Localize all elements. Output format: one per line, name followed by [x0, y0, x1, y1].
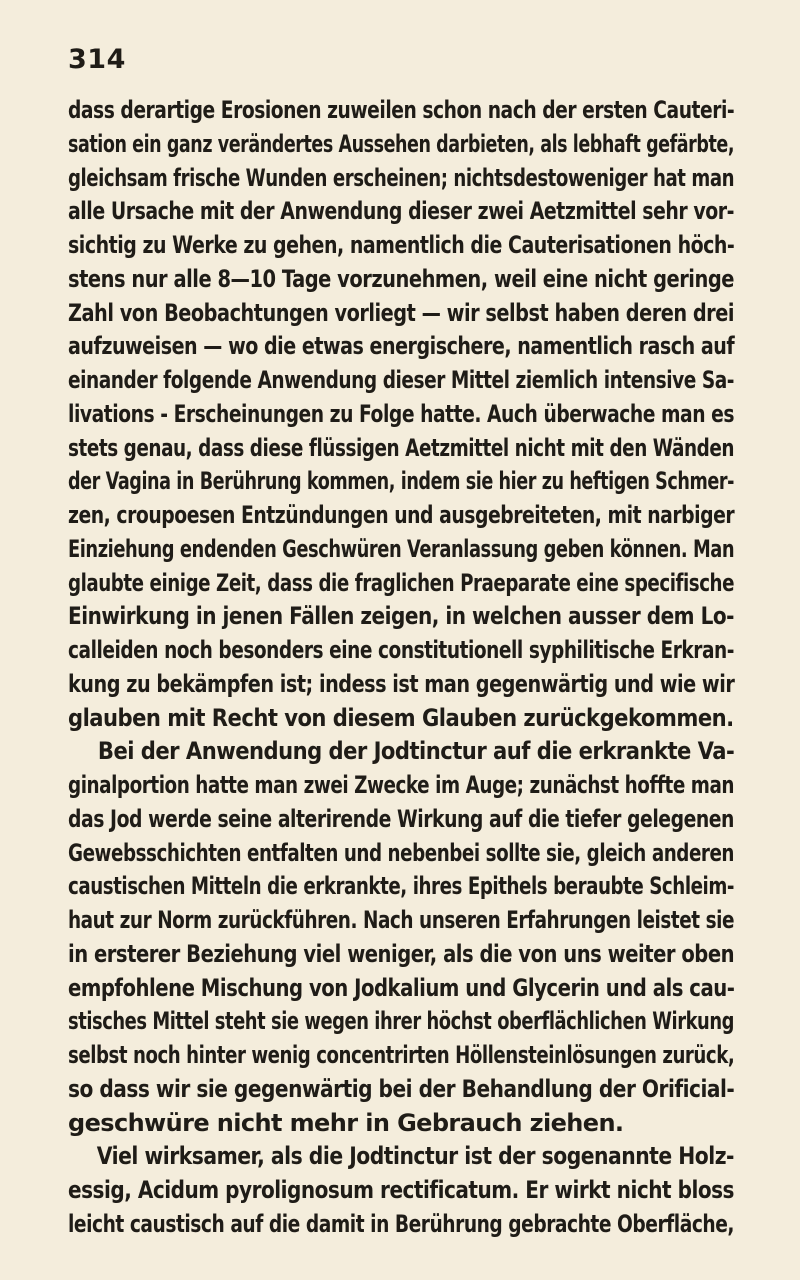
text-line: der Vagina in Berührung kommen, indem sie hier zu heftigen Schmer-	[68, 467, 735, 496]
text-line: alle Ursache mit der Anwendung dieser zwei Aetzmittel sehr vor-	[68, 197, 735, 226]
text-line: Einwirkung in jenen Fällen zeigen, in welchen ausser dem Lo-	[68, 602, 734, 631]
text-line: selbst noch hinter wenig concentrirten Höllensteinlösungen zurück,	[68, 1041, 735, 1069]
text-line: sichtig zu Werke zu gehen, namentlich die Cauterisationen höch-	[68, 231, 735, 259]
text-line: das Jod werde seine alterirende Wirkung auf die tiefer gelegenen	[68, 804, 734, 833]
text-line: Bei der Anwendung der Jodtinctur auf die erkrankte Va-	[97, 737, 735, 766]
text-line: in ersterer Beziehung viel weniger, als die von uns weiter oben	[68, 939, 735, 968]
text-line: stisches Mittel steht sie wegen ihrer höchst oberflächlichen Wirkung	[68, 1007, 734, 1036]
text-line: leicht caustisch auf die damit in Berührung gebrachte Oberfläche,	[68, 1209, 734, 1238]
text-line: dass derartige Erosionen zuweilen schon nach der ersten Cauteri-	[68, 96, 735, 124]
text-line: gleichsam frische Wunden erscheinen; nichtsdestoweniger hat man	[68, 163, 735, 192]
text-line: glaubte einige Zeit, dass die fraglichen Praeparate eine specifische	[68, 568, 735, 597]
text-line: einander folgende Anwendung dieser Mittel ziemlich intensive Sa-	[68, 366, 735, 394]
text-line: Viel wirksamer, als die Jodtinctur ist der sogenannte Holz-	[96, 1142, 734, 1171]
text-line: calleiden noch besonders eine constitutionell syphilitische Erkran-	[68, 636, 734, 664]
text-line: kung zu bekämpfen ist; indess ist man gegenwärtig und wie wir	[68, 669, 735, 698]
text-line: livations - Erscheinungen zu Folge hatte. Auch überwache man es	[68, 399, 735, 428]
text-line: stens nur alle 8—10 Tage vorzunehmen, weil eine nicht geringe	[68, 264, 734, 293]
page-number: 314	[68, 44, 126, 75]
text-line: Einziehung endenden Geschwüren Veranlassung geben können. Man	[68, 534, 735, 563]
body-text	[68, 94, 734, 1242]
text-line: glauben mit Recht von diesem Glauben zurückgekommen.	[68, 703, 734, 732]
text-line: geschwüre nicht mehr in Gebrauch ziehen.	[68, 1108, 624, 1137]
text-line: essig, Acidum pyrolignosum rectificatum. Er wirkt nicht bloss	[68, 1176, 734, 1204]
text-line: aufzuweisen — wo die etwas energischere, namentlich rasch auf	[68, 332, 735, 361]
text-line: caustischen Mitteln die erkrankte, ihres Epithels beraubte Schleim-	[68, 872, 735, 901]
text-line: ginalportion hatte man zwei Zwecke im Auge; zunächst hoffte man	[68, 771, 735, 799]
text-line: Gewebsschichten entfalten und nebenbei sollte sie, gleich anderen	[68, 838, 735, 867]
text-line: zen, croupoesen Entzündungen und ausgebreiteten, mit narbiger	[68, 501, 735, 529]
text-line: haut zur Norm zurückführen. Nach unseren Erfahrungen leistet sie	[68, 906, 735, 934]
text-line: empfohlene Mischung von Jodkalium und Glycerin und als cau-	[68, 973, 735, 1002]
text-line: so dass wir sie gegenwärtig bei der Behandlung der Orificial-	[68, 1074, 735, 1103]
text-line: Zahl von Beobachtungen vorliegt — wir selbst haben deren drei	[68, 298, 734, 327]
text-line: stets genau, dass diese flüssigen Aetzmittel nicht mit den Wänden	[68, 433, 735, 462]
text-line: sation ein ganz verändertes Aussehen darbieten, als lebhaft gefärbte,	[68, 129, 735, 158]
